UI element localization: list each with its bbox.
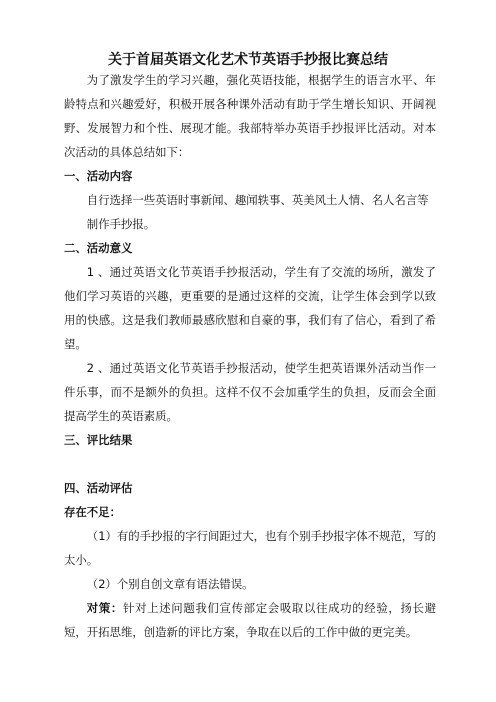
shortcoming-item-1: （1）有的手抄报的字行间距过大，也有个别手抄报字体不规范，写的太小。 [64, 529, 436, 567]
document-title: 关于首届英语文化艺术节英语手抄报比赛总结 [108, 52, 388, 68]
measures-text: 针对上述问题我们宣传部定会吸取以往成功的经验，扬长避短，开拓思维，创造新的评比方案，争取在以后的工作中做的更完美。 [64, 601, 436, 639]
section-heading-results: 三、评比结果 [64, 433, 133, 447]
meaning-paragraph-2: 2 、通过英语文化节英语手抄报活动，使学生把英语课外活动当作一件乐事，而不是额外的负担。这样不仅不会加重学生的负担，反而会全面提高学生的英语素质。 [64, 361, 436, 423]
section-heading-meaning: 二、活动意义 [64, 241, 133, 255]
meaning-paragraph-1: 1 、通过英语文化节英语手抄报活动，学生有了交流的场所，激发了他们学习英语的兴趣，更重要的是通过这样的交流，让学生体会到学以致用的快感。这是我们教师最感欣慰和自豪的事，我们有了信心，看到了希望。 [64, 265, 436, 351]
section-heading-content: 一、活动内容 [64, 169, 133, 183]
content-paragraph: 自行选择一些英语时事新闻、趣闻轶事、英美风土人情、名人名言等制作手抄报。 [86, 193, 429, 231]
shortcomings-label: 存在不足： [64, 505, 121, 519]
results-blank-space [64, 452, 436, 476]
intro-paragraph: 为了激发学生的学习兴趣，强化英语技能，根据学生的语言水平、年龄特点和兴趣爱好，积极开展各种课外活动有助于学生增长知识、开阔视野、发展智力和个性、展现才能。我部特举办英语手抄报评比活动。对本次活动的具体总结如下： [64, 73, 436, 159]
document-body [64, 68, 436, 644]
section-heading-evaluation: 四、活动评估 [64, 481, 133, 495]
measures-label: 对策： [86, 601, 123, 615]
shortcoming-item-2: （2）个别自创文章有语法错误。 [86, 577, 254, 591]
measures-paragraph [64, 596, 436, 644]
